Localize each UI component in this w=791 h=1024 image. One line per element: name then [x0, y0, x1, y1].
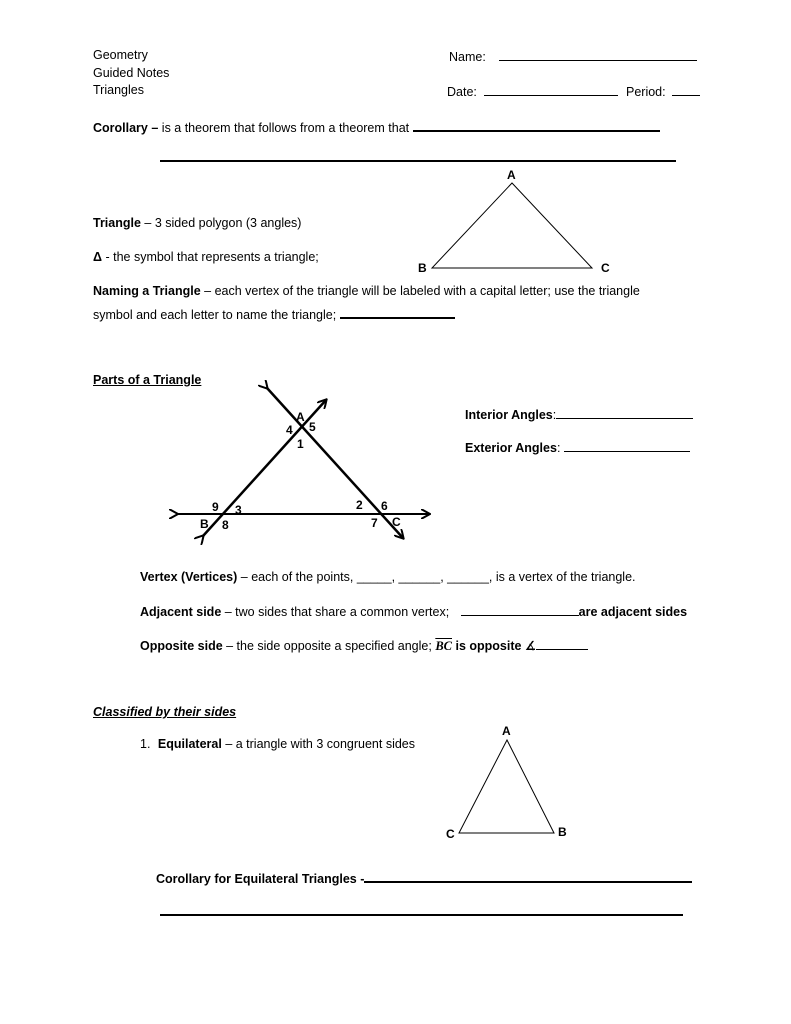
adjacent-blank[interactable] — [461, 603, 579, 616]
header-topic: Triangles — [93, 83, 144, 97]
opposite-side-definition — [140, 637, 588, 654]
exterior-colon: : — [556, 441, 564, 455]
vertex-label-c: C — [601, 261, 610, 275]
vertex-label-b: B — [418, 261, 427, 275]
name-blank[interactable] — [499, 48, 697, 61]
triangle-abc-shape — [432, 183, 592, 268]
fig2-label-9: 9 — [212, 500, 219, 514]
corollary-text: is a theorem that follows from a theorem that — [158, 121, 413, 135]
equilateral-triangle-shape — [459, 740, 554, 833]
adjacent-side-definition — [140, 603, 687, 620]
ray-line-2 — [267, 388, 403, 538]
naming-term: Naming a Triangle — [93, 284, 201, 298]
vertex-label-a: A — [507, 168, 516, 182]
opposite-text: – the side opposite a specified angle; — [222, 639, 436, 653]
equilateral-text: – a triangle with 3 congruent sides — [221, 737, 416, 751]
equilateral-triangle-figure — [440, 720, 580, 845]
triangle-angles-figure — [165, 380, 445, 550]
period-label: Period: — [626, 85, 666, 99]
name-label: Name: — [449, 50, 486, 64]
date-blank[interactable] — [484, 83, 618, 96]
equilateral-definition — [140, 737, 415, 752]
exterior-angles-field — [465, 439, 690, 456]
triangle-text: – 3 sided polygon (3 angles) — [140, 216, 302, 230]
equilateral-corollary-label: Corollary for Equilateral Triangles - — [156, 872, 365, 886]
opposite-blank[interactable] — [536, 637, 588, 650]
corollary-term: Corollary – — [93, 121, 159, 135]
triangle-definition — [93, 216, 301, 231]
fig2-label-4: 4 — [286, 423, 293, 437]
header-doc-type: Guided Notes — [93, 66, 170, 80]
delta-text: - the symbol that represents a triangle; — [101, 250, 319, 264]
fig2-label-6: 6 — [381, 499, 388, 513]
naming-definition-line1 — [93, 284, 640, 299]
naming-blank[interactable] — [340, 305, 455, 319]
segment-bc: $\overline{BC}$ — [435, 639, 452, 653]
naming-definition-line2 — [93, 305, 455, 323]
corollary-blank[interactable] — [413, 118, 660, 132]
delta-symbol: Δ — [93, 250, 102, 264]
classified-heading: Classified by their sides — [93, 705, 237, 719]
naming-text-2: symbol and each letter to name the triangle; — [93, 308, 340, 322]
fig2-label-2: 2 — [356, 498, 363, 512]
exterior-angles-blank[interactable] — [564, 439, 690, 452]
corollary-definition — [93, 118, 660, 136]
adjacent-term: Adjacent side — [140, 605, 222, 619]
fig2-label-1: 1 — [297, 437, 304, 451]
delta-definition — [93, 250, 319, 265]
equilateral-corollary-blank[interactable] — [364, 869, 692, 883]
corollary-blank-line[interactable] — [160, 160, 676, 162]
triangle-term: Triangle — [93, 216, 141, 230]
parts-heading: Parts of a Triangle — [93, 373, 202, 387]
equilateral-corollary-blank-line[interactable] — [160, 914, 683, 916]
interior-angles-blank[interactable] — [556, 406, 693, 419]
equilateral-label-b: B — [558, 825, 567, 839]
name-field — [449, 48, 697, 65]
equilateral-number: 1. — [140, 737, 151, 751]
date-label: Date: — [447, 85, 477, 99]
fig2-label-8: 8 — [222, 518, 229, 532]
naming-text-1: – each vertex of the triangle will be labeled with a capital letter; use the triangle — [200, 284, 640, 298]
header-course: Geometry — [93, 48, 148, 62]
adjacent-text: – two sides that share a common vertex; — [221, 605, 453, 619]
vertex-term: Vertex (Vertices) — [140, 570, 238, 584]
date-field — [447, 83, 618, 100]
equilateral-label-c: C — [446, 827, 455, 841]
period-field — [626, 83, 700, 100]
vertex-text: – each of the points, _____, ______, ______, is a vertex of the triangle. — [237, 570, 636, 584]
adjacent-tail: are adjacent sides — [578, 605, 688, 619]
fig2-label-5: 5 — [309, 420, 316, 434]
interior-angles-field — [465, 406, 693, 423]
interior-angles-label: Interior Angles — [465, 408, 553, 422]
vertex-definition — [140, 570, 636, 585]
fig2-label-a: A — [296, 410, 305, 424]
equilateral-term: Equilateral — [157, 737, 222, 751]
fig2-label-c: C — [392, 515, 401, 529]
equilateral-corollary — [156, 869, 692, 887]
ray-line-1 — [203, 400, 326, 536]
equilateral-label-a: A — [502, 724, 511, 738]
exterior-angles-label: Exterior Angles — [465, 441, 557, 455]
interior-colon: : — [552, 408, 557, 422]
triangle-abc-figure — [410, 165, 620, 280]
opposite-term: Opposite side — [140, 639, 223, 653]
opposite-tail: is opposite ∡ — [452, 639, 537, 653]
fig2-label-3: 3 — [235, 503, 242, 517]
fig2-label-7: 7 — [371, 516, 378, 530]
period-blank[interactable] — [672, 83, 700, 96]
fig2-label-b: B — [200, 517, 209, 531]
